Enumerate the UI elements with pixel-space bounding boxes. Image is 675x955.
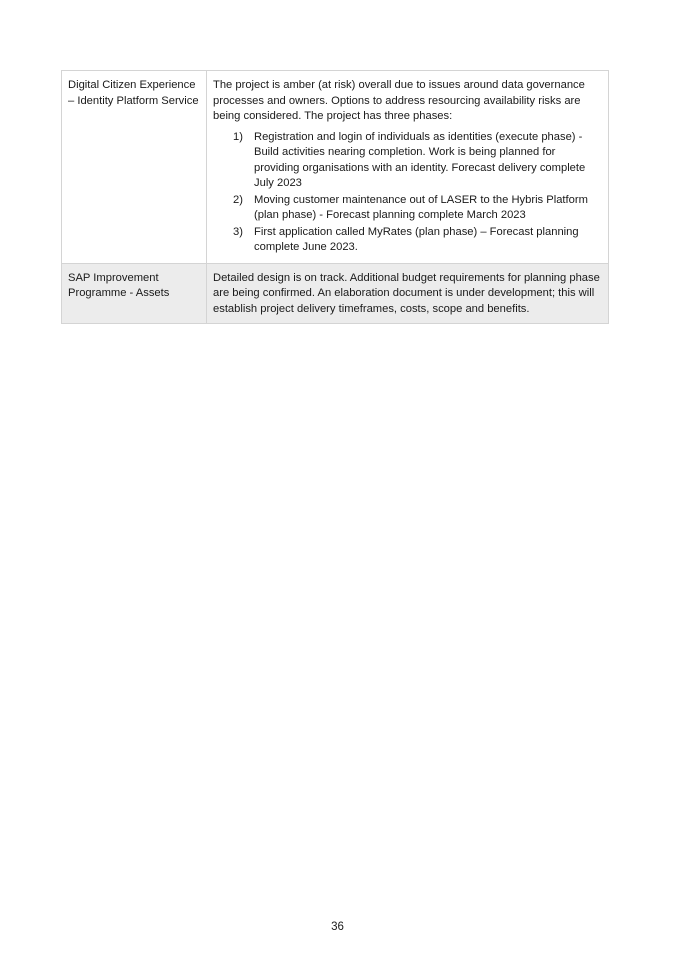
project-status-cell: [207, 263, 609, 324]
list-item: [213, 130, 602, 192]
phase-text: Moving customer maintenance out of LASER to the Hybris Platform (plan phase) - Forecast planning complete March 2023: [254, 193, 588, 221]
list-number: 3): [233, 225, 243, 238]
project-name: Digital Citizen Experience – Identity Platform Service: [68, 79, 199, 107]
project-name-cell: [62, 263, 207, 324]
project-name-cell: [62, 71, 207, 264]
table-row: [62, 263, 609, 324]
phase-list: [213, 130, 602, 256]
project-summary: Detailed design is on track. Additional budget requirements for planning phase are being confirmed. An elaboration document is under development; this will establish project delivery timeframes, costs, scope and benefits.: [213, 271, 600, 315]
table-row: [62, 71, 609, 264]
phase-text: First application called MyRates (plan phase) – Forecast planning complete June 2023.: [254, 225, 579, 253]
project-status-cell: [207, 71, 609, 264]
phase-text: Registration and login of individuals as identities (execute phase) - Build activities nearing completion. Work is being planned for providing organisations with an identity. Forecast delivery complete July 2023: [254, 130, 586, 189]
project-name: SAP Improvement Programme - Assets: [68, 271, 170, 299]
project-status-table: [61, 70, 609, 324]
list-item: [213, 193, 602, 224]
project-summary: The project is amber (at risk) overall due to issues around data governance processes and owners. Options to address resourcing availability risks are being considered. The project has three phases:: [213, 79, 585, 122]
list-item: [213, 225, 602, 256]
list-number: 2): [233, 193, 243, 206]
list-number: 1): [233, 130, 243, 143]
page-number: 36: [331, 921, 344, 933]
